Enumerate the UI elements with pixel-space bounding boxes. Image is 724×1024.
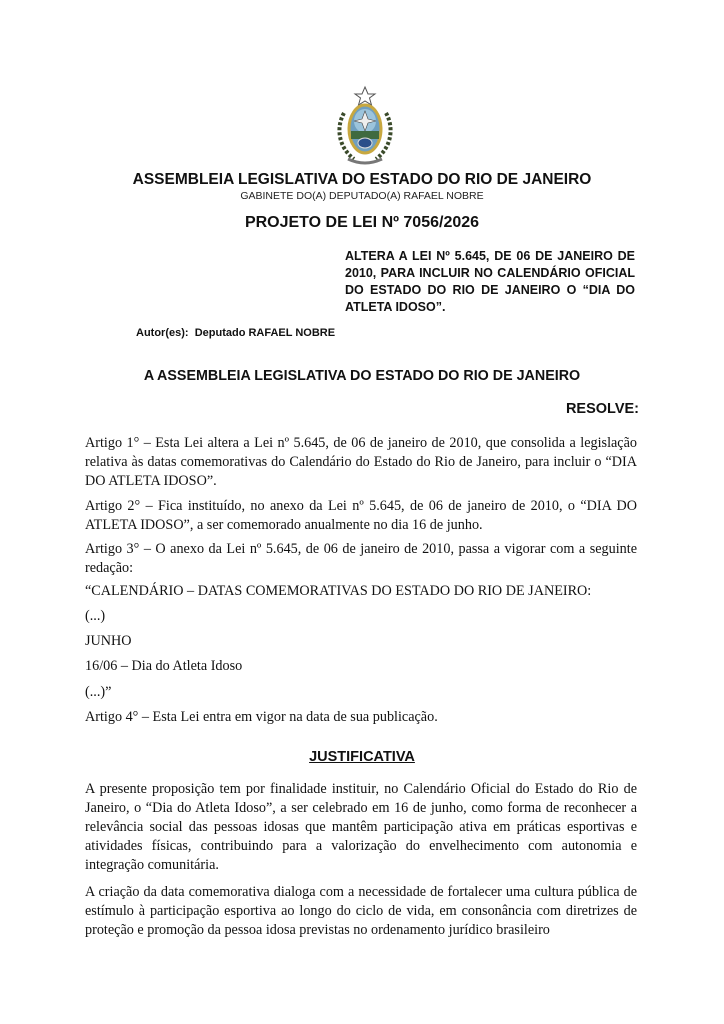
institution-name: ASSEMBLEIA LEGISLATIVA DO ESTADO DO RIO DE JANEIRO bbox=[132, 171, 592, 188]
annex-entry: 16/06 – Dia do Atleta Idoso bbox=[85, 658, 243, 674]
author-line bbox=[136, 327, 335, 339]
article-4: Artigo 4° – Esta Lei entra em vigor na data de sua publicação. bbox=[85, 709, 438, 725]
bill-summary: ALTERA A LEI Nº 5.645, DE 06 DE JANEIRO DE 2010, PARA INCLUIR NO CALENDÁRIO OFICIAL DO ESTADO DO RIO DE JANEIRO O “DIA DO ATLETA IDOSO”. bbox=[345, 249, 635, 314]
justification-title: JUSTIFICATIVA bbox=[309, 749, 415, 765]
resolve-heading: RESOLVE: bbox=[565, 401, 639, 417]
annex-month: JUNHO bbox=[85, 633, 132, 649]
annex-heading: “CALENDÁRIO – DATAS COMEMORATIVAS DO ESTADO DO RIO DE JANEIRO: bbox=[85, 583, 592, 599]
coat-of-arms-icon bbox=[330, 85, 400, 170]
article-3: Artigo 3° – O anexo da Lei nº 5.645, de 06 de janeiro de 2010, passa a vigorar com a seguinte redação: bbox=[85, 541, 637, 576]
annex-ellipsis-open: (...) bbox=[85, 608, 106, 624]
article-2: Artigo 2° – Fica instituído, no anexo da Lei nº 5.645, de 06 de janeiro de 2010, o “DIA DO ATLETA IDOSO”, a ser comemorado anualmente no dia 16 de junho. bbox=[85, 498, 637, 533]
article-1: Artigo 1° – Esta Lei altera a Lei nº 5.645, de 06 de janeiro de 2010, que consolida a legislação relativa às datas comemorativas do Calendário do Estado do Rio de Janeiro, para incluir o “DIA DO ATLETA IDOSO”. bbox=[85, 435, 637, 489]
justification-paragraph-1: A presente proposição tem por finalidade instituir, no Calendário Oficial do Estado do Rio de Janeiro, o “Dia do Atleta Idoso”, a ser celebrado em 16 de junho, como forma de reconhecer a relevância social das pessoas idosas que mantêm participação ativa em práticas esportivas e atividades físicas, contribuindo para a valorização do envelhecimento com autonomia e integração comunitária. bbox=[85, 781, 637, 873]
justification-paragraph-2: A criação da data comemorativa dialoga com a necessidade de fortalecer uma cultura pública de estímulo à participação esportiva ao longo do ciclo de vida, em consonância com diretrizes de proteção e promoção da pessoa idosa previstas no ordenamento jurídico brasileiro bbox=[85, 884, 637, 938]
preamble: A ASSEMBLEIA LEGISLATIVA DO ESTADO DO RIO DE JANEIRO bbox=[143, 368, 581, 384]
bill-title: PROJETO DE LEI Nº 7056/2026 bbox=[244, 214, 480, 231]
author-name: Deputado RAFAEL NOBRE bbox=[194, 327, 336, 339]
office-name: GABINETE DO(A) DEPUTADO(A) RAFAEL NOBRE bbox=[240, 190, 484, 202]
annex-ellipsis-close: (...)” bbox=[85, 684, 112, 700]
author-label: Autor(es): bbox=[136, 327, 189, 339]
